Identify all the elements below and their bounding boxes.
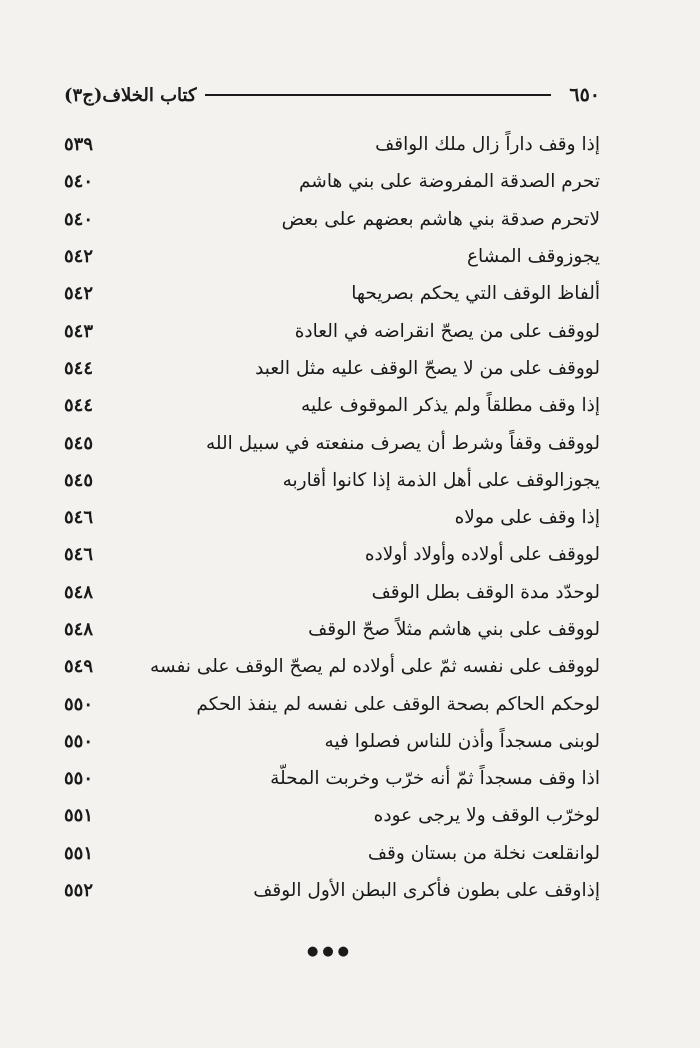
entry-page-number: ٥٤٩ <box>64 656 94 678</box>
index-entry <box>64 536 600 573</box>
index-entry <box>64 574 600 611</box>
index-entry <box>64 723 600 760</box>
entry-page-number: ٥٤٦ <box>64 544 94 566</box>
entry-page-number: ٥٤٥ <box>64 469 94 491</box>
index-entry <box>64 499 600 536</box>
index-entry <box>64 163 600 200</box>
entry-title: لووقف وقفاً وشرط أن يصرف منفعته في سبيل الله <box>205 432 600 454</box>
index-entry <box>64 611 600 648</box>
index-entry <box>64 760 600 797</box>
entry-title: لووقف على من يصحّ انقراضه في العادة <box>294 320 600 342</box>
entry-page-number: ٥٤٥ <box>64 432 94 454</box>
index-list <box>64 126 600 909</box>
index-entry <box>64 350 600 387</box>
page-number: ٦٥٠ <box>569 84 600 106</box>
entry-page-number: ٥٥٠ <box>64 693 94 715</box>
entry-title: لوحكم الحاكم بصحة الوقف على نفسه لم ينفذ الحكم <box>196 693 600 715</box>
entry-title: إذا وقف مطلقاً ولم يذكر الموقوف عليه <box>301 395 600 417</box>
index-entry <box>64 872 600 909</box>
index-entry <box>64 835 600 872</box>
index-entry <box>64 126 600 163</box>
entry-title: لوخرّب الوقف ولا يرجى عوده <box>373 805 600 827</box>
entry-page-number: ٥٤٠ <box>64 171 94 193</box>
index-entry <box>64 387 600 424</box>
entry-title: إذا وقف داراً زال ملك الواقف <box>375 134 600 156</box>
entry-page-number: ٥٥٠ <box>64 730 94 752</box>
entry-title: اذا وقف مسجداً ثمّ أنه خرّب وخربت المحلّة <box>270 768 600 790</box>
entry-title: لوبنى مسجداً وأذن للناس فصلوا فيه <box>324 730 600 752</box>
entry-title: يجوزالوقف على أهل الذمة إذا كانوا أقاربه <box>282 469 600 491</box>
entry-page-number: ٥٤٨ <box>64 581 94 603</box>
end-ornament: ●●● <box>306 944 354 959</box>
entry-page-number: ٥٤٠ <box>64 208 94 230</box>
index-entry <box>64 312 600 349</box>
entry-page-number: ٥٤٣ <box>64 320 94 342</box>
entry-page-number: ٥٤٤ <box>64 395 94 417</box>
entry-title: ألفاظ الوقف التي يحكم بصريحها <box>351 283 600 305</box>
book-title: كتاب الخلاف(ج٣) <box>64 84 197 106</box>
page-header <box>64 80 600 110</box>
entry-title: إذا وقف على مولاه <box>454 507 600 529</box>
entry-title: يجوزوقف المشاع <box>466 246 600 268</box>
entry-title: لاتحرم صدقة بني هاشم بعضهم على بعض <box>281 208 600 230</box>
entry-title: إذاوقف على بطون فأكرى البطن الأول الوقف <box>253 880 600 902</box>
entry-page-number: ٥٥٢ <box>64 880 94 902</box>
index-entry <box>64 238 600 275</box>
entry-page-number: ٥٥١ <box>64 842 94 864</box>
entry-page-number: ٥٤٢ <box>64 283 94 305</box>
entry-page-number: ٥٤٢ <box>64 246 94 268</box>
entry-page-number: ٥٤٦ <box>64 507 94 529</box>
index-entry <box>64 462 600 499</box>
entry-title: لوانقلعت نخلة من بستان وقف <box>367 842 600 864</box>
index-entry <box>64 797 600 834</box>
entry-page-number: ٥٣٩ <box>64 134 94 156</box>
entry-title: لووقف على أولاده وأولاد أولاده <box>364 544 600 566</box>
entry-title: لووقف على من لا يصحّ الوقف عليه مثل العبد <box>255 357 600 379</box>
entry-title: لووقف على بني هاشم مثلاً صحّ الوقف <box>308 619 600 640</box>
entry-page-number: ٥٥٠ <box>64 768 94 790</box>
index-entry <box>64 275 600 312</box>
index-entry <box>64 685 600 722</box>
entry-page-number: ٥٤٨ <box>64 619 94 640</box>
entry-title: لوحدّد مدة الوقف بطل الوقف <box>371 581 600 603</box>
entry-title: تحرم الصدقة المفروضة على بني هاشم <box>299 171 600 193</box>
header-rule <box>205 94 552 96</box>
entry-page-number: ٥٤٤ <box>64 357 94 379</box>
entry-title: لووقف على نفسه ثمّ على أولاده لم يصحّ الوقف على نفسه <box>150 656 600 678</box>
index-entry <box>64 648 600 685</box>
entry-page-number: ٥٥١ <box>64 805 94 827</box>
index-entry <box>64 424 600 461</box>
index-entry <box>64 201 600 238</box>
